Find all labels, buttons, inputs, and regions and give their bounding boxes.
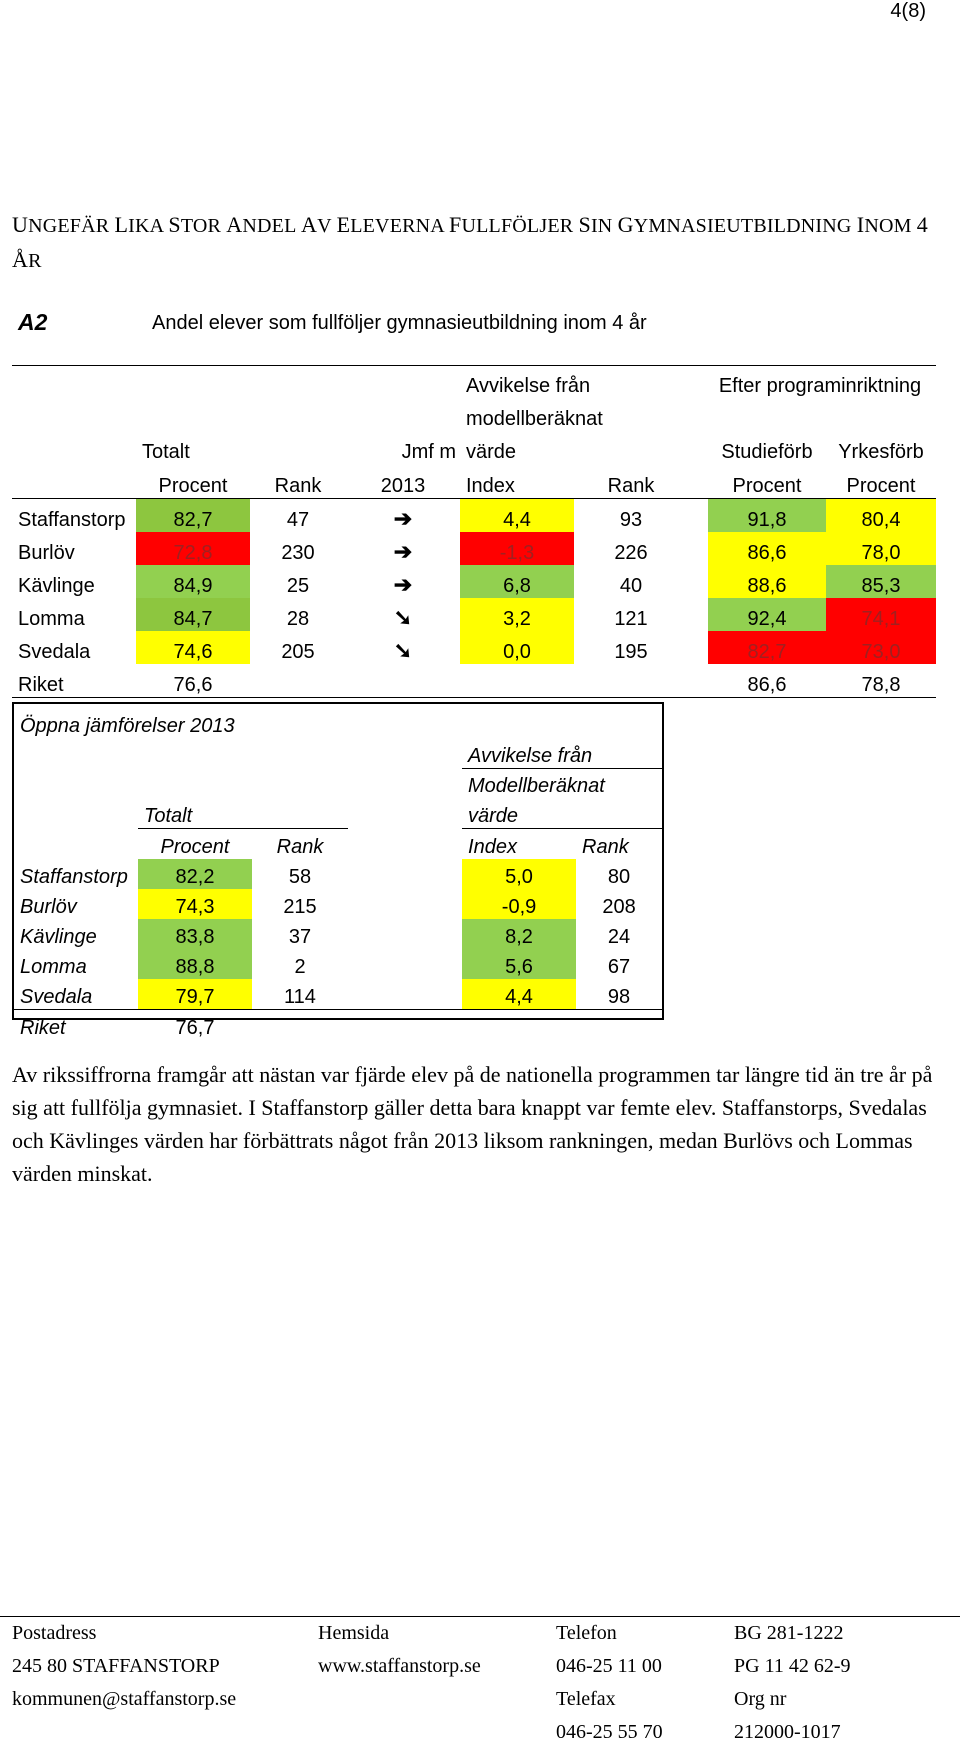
cell-procent: 74,3	[138, 889, 252, 919]
cell-rank: 215	[283, 895, 317, 918]
t2-header-avvikelse-2: Modellberäknat	[462, 768, 662, 798]
table-row	[12, 631, 936, 664]
subheader-index: Index	[460, 465, 574, 499]
cell-index: 4,4	[460, 499, 574, 533]
cell-procent: 76,6	[136, 664, 250, 698]
footer-pg: PG 11 42 62-9	[734, 1655, 851, 1677]
cell-index: 8,2	[462, 919, 576, 949]
cell-rank: 230	[281, 542, 315, 564]
cell-procent: 79,7	[138, 979, 252, 1010]
cell-index: 3,2	[460, 598, 574, 631]
comparison-table-2013	[12, 702, 664, 1039]
trend-arrow-icon: ➔	[393, 539, 413, 564]
cell-procent: 84,7	[136, 598, 250, 631]
row-name: Burlöv	[20, 895, 77, 918]
row-name: Lomma	[18, 608, 85, 630]
cell-studie: 88,6	[708, 565, 826, 598]
trend-arrow-icon: ➘	[393, 638, 413, 663]
cell-procent: 74,6	[136, 631, 250, 664]
row-name: Riket	[14, 1009, 138, 1040]
row-name: Staffanstorp	[18, 509, 126, 531]
footer-hemsida-label: Hemsida	[318, 1622, 390, 1644]
t2-table-row	[14, 889, 662, 919]
t2-header-totalt: Totalt	[138, 798, 348, 828]
t2-table-row	[14, 859, 662, 889]
table-row-riket	[12, 664, 936, 698]
table-row	[12, 598, 936, 631]
t2-table-row	[14, 949, 662, 979]
header-yrkesforb: Yrkesförb	[838, 441, 924, 463]
cell-rank2: 208	[602, 895, 636, 918]
header-efter-programinriktning: Efter programinriktning	[708, 366, 936, 400]
subheader-procent-yrkes: Procent	[826, 465, 936, 499]
t2-header-row-2	[14, 768, 662, 798]
subheader-procent: Procent	[136, 465, 250, 499]
cell-rank2: 93	[619, 509, 643, 531]
table-row	[12, 499, 936, 533]
trend-arrow-icon: ➔	[393, 572, 413, 597]
cell-procent: 76,7	[138, 1009, 252, 1040]
row-name: Riket	[12, 664, 136, 698]
cell-yrkes: 74,1	[826, 598, 936, 631]
cell-yrkes: 78,8	[826, 664, 936, 698]
cell-studie: 86,6	[708, 532, 826, 565]
table-row	[12, 565, 936, 598]
cell-procent: 82,2	[138, 859, 252, 889]
t2-header-row-1	[14, 738, 662, 768]
header-row-2	[12, 399, 936, 432]
cell-rank2: 80	[607, 865, 631, 888]
subheader-row	[12, 465, 936, 499]
t2-subheader-rank: Rank	[276, 835, 324, 858]
t2-title-row	[14, 704, 662, 738]
cell-index: -1,3	[460, 532, 574, 565]
summary-paragraph: Av rikssiffrorna framgår att nästan var fjärde elev på de nationella programmen tar längre tid än tre år på sig att fullfölja gymnasiet. I Staffanstorp gäller detta bara knappt var femte elev. Staffanstorps, Svedalas och Kävlinges värden har förbättrats något från 2013 liksom rankningen, medan Burlövs och Lommas värden minskat.	[12, 1062, 933, 1186]
footer-orgnr: 212000-1017	[734, 1721, 841, 1743]
t2-subheader-index: Index	[468, 835, 517, 858]
cell-rank: 25	[286, 575, 310, 597]
cell-rank2: 98	[607, 985, 631, 1008]
row-name: Kävlinge	[20, 925, 97, 948]
subheader-procent-studie: Procent	[708, 465, 826, 499]
header-row-1	[12, 366, 936, 400]
cell-rank2: 67	[607, 955, 631, 978]
page-number: 4(8)	[890, 0, 926, 22]
t2-header-avvikelse-3: värde	[462, 798, 662, 828]
cell-procent: 82,7	[136, 499, 250, 533]
table-row	[12, 532, 936, 565]
row-name: Svedala	[20, 985, 93, 1008]
results-table-2014	[12, 365, 936, 698]
cell-index: 5,6	[462, 949, 576, 979]
cell-procent: 84,9	[136, 565, 250, 598]
cell-yrkes: 85,3	[826, 565, 936, 598]
footer-orgnr-label: Org nr	[734, 1688, 787, 1710]
t2-subheader-procent: Procent	[160, 835, 230, 858]
section-heading: UNGEFÄR LIKA STOR ANDEL AV ELEVERNA FULLFÖLJER SIN GYMNASIEUTBILDNING INOM 4 ÅR	[12, 212, 928, 272]
cell-index: -0,9	[462, 889, 576, 919]
t2-header-avvikelse-1: Avvikelse från	[468, 744, 593, 767]
cell-rank2: 195	[614, 641, 648, 663]
row-name: Svedala	[18, 641, 91, 663]
row-name: Kävlinge	[18, 575, 95, 597]
cell-rank: 58	[288, 865, 312, 888]
cell-yrkes: 80,4	[826, 499, 936, 533]
indicator-description: Andel elever som fullföljer gymnasieutbildning inom 4 år	[152, 312, 647, 334]
cell-studie: 91,8	[708, 499, 826, 533]
cell-rank: 47	[286, 509, 310, 531]
cell-rank: 205	[281, 641, 315, 663]
t2-table-row	[14, 919, 662, 949]
footer-postadress-label: Postadress	[12, 1622, 97, 1644]
cell-rank: 28	[286, 608, 310, 630]
cell-studie: 82,7	[708, 631, 826, 664]
footer-divider	[0, 1616, 960, 1617]
header-avvikelse-1: Avvikelse från	[460, 366, 574, 400]
cell-index: 4,4	[462, 979, 576, 1010]
cell-studie: 86,6	[708, 664, 826, 698]
t2-subheader-row	[14, 828, 662, 859]
cell-rank2: 24	[607, 925, 631, 948]
footer-telefon-label: Telefon	[556, 1622, 617, 1644]
t2-table-row	[14, 979, 662, 1010]
cell-procent: 88,8	[138, 949, 252, 979]
footer-email[interactable]: kommunen@staffanstorp.se	[12, 1688, 237, 1710]
header-jmf: Jmf m	[401, 441, 456, 463]
table2-title: Öppna jämförelser 2013	[20, 715, 235, 737]
cell-procent: 83,8	[138, 919, 252, 949]
footer-hemsida[interactable]: www.staffanstorp.se	[318, 1655, 481, 1677]
footer-telefax: 046-25 55 70	[556, 1721, 663, 1743]
cell-rank2: 121	[614, 608, 648, 630]
indicator-code: A2	[18, 309, 48, 335]
footer-bg: BG 281-1222	[734, 1622, 844, 1644]
header-avvikelse-3: värde	[466, 441, 517, 463]
footer-postadress: 245 80 STAFFANSTORP	[12, 1655, 220, 1677]
cell-rank: 37	[288, 925, 312, 948]
subheader-year: 2013	[346, 465, 460, 499]
trend-arrow-icon: ➔	[393, 506, 413, 531]
header-row-3	[12, 432, 936, 465]
cell-rank: 114	[284, 985, 316, 1008]
cell-procent: 72,8	[136, 532, 250, 565]
row-name: Staffanstorp	[20, 865, 128, 888]
cell-rank: 2	[294, 955, 306, 978]
cell-index: 0,0	[460, 631, 574, 664]
header-studieforb: Studieförb	[721, 441, 813, 463]
cell-yrkes: 78,0	[826, 532, 936, 565]
t2-subheader-rank2: Rank	[582, 835, 629, 858]
footer-telefon: 046-25 11 00	[556, 1655, 662, 1677]
subheader-rank2: Rank	[574, 465, 688, 499]
cell-studie: 92,4	[708, 598, 826, 631]
row-name: Burlöv	[18, 542, 75, 564]
subheader-rank: Rank	[250, 465, 346, 499]
t2-header-row-3	[14, 798, 662, 828]
cell-yrkes: 73,0	[826, 631, 936, 664]
header-totalt: Totalt	[142, 441, 190, 463]
cell-rank2: 40	[619, 575, 643, 597]
cell-rank2: 226	[614, 542, 648, 564]
footer-telefax-label: Telefax	[556, 1688, 616, 1710]
header-avvikelse-2: modellberäknat	[466, 408, 603, 430]
row-name: Lomma	[20, 955, 87, 978]
trend-arrow-icon: ➘	[393, 605, 413, 630]
cell-index: 5,0	[462, 859, 576, 889]
t2-table-row-riket	[14, 1009, 662, 1040]
cell-index: 6,8	[460, 565, 574, 598]
